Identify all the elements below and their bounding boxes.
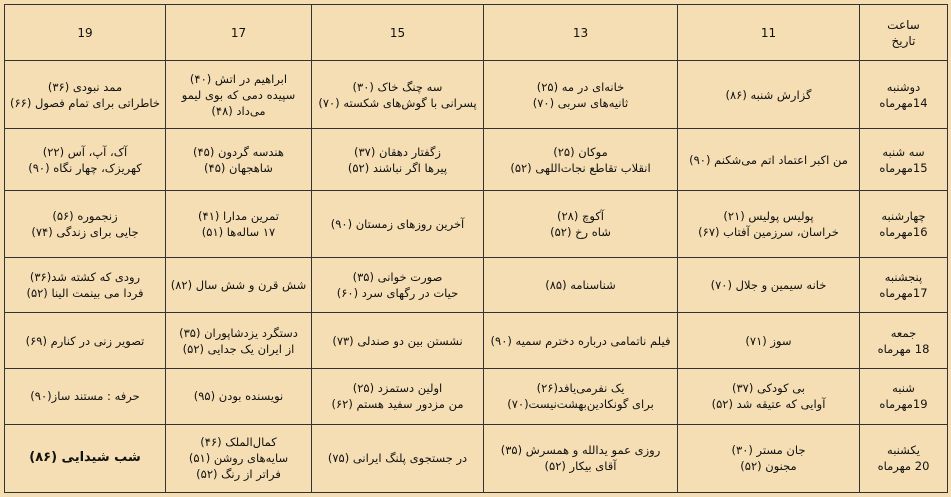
film-entry: شب شیدایی (۸۶) bbox=[29, 450, 141, 466]
day-cell bbox=[860, 191, 948, 257]
film-entry: جان مستر (۳۰) bbox=[731, 443, 806, 458]
day-row bbox=[5, 257, 948, 313]
day-date: 18 مهرماه bbox=[877, 341, 930, 356]
film-entry: سوز (۷۱) bbox=[745, 333, 792, 348]
film-entry: زگفتار دهقان (۳۷) bbox=[354, 144, 441, 159]
day-date: 19مهرماه bbox=[879, 397, 928, 412]
film-entry: می‌داد (۴۸) bbox=[211, 103, 266, 118]
time-header-19: 19 bbox=[5, 5, 166, 61]
schedule-cell-13 bbox=[484, 424, 678, 492]
film-entry: بی کودکی (۳۷) bbox=[731, 381, 806, 396]
film-entry: یک نفرمی‌یافد(۲۶) bbox=[536, 381, 625, 396]
day-cell bbox=[860, 368, 948, 424]
day-name: سه شنبه bbox=[882, 144, 925, 159]
day-name: پنجشنبه bbox=[884, 270, 923, 285]
schedule-cell-19 bbox=[5, 368, 166, 424]
day-date: 15مهرماه bbox=[879, 160, 928, 175]
film-entry: روزی عمو یدالله و همسرش (۳۵) bbox=[500, 443, 661, 458]
film-entry: من مزدور سفید هستم (۶۲) bbox=[331, 397, 464, 412]
schedule-cell-17 bbox=[166, 424, 312, 492]
film-entry: شناسنامه (۸۵) bbox=[545, 278, 616, 293]
schedule-cell-17 bbox=[166, 61, 312, 129]
film-entry: زنجموره (۵۶) bbox=[52, 209, 118, 224]
film-entry: رودی که کشته شد(۳۶) bbox=[29, 270, 141, 285]
time-header-15: 15 bbox=[312, 5, 484, 61]
film-entry: فردا می بینمت الینا (۵۲) bbox=[26, 286, 144, 301]
schedule-cell-19 bbox=[5, 313, 166, 369]
time-header-17: 17 bbox=[166, 5, 312, 61]
schedule-cell-19 bbox=[5, 424, 166, 492]
film-entry: آکوچ (۲۸) bbox=[556, 209, 605, 224]
day-cell bbox=[860, 257, 948, 313]
schedule-table bbox=[4, 4, 948, 493]
film-entry: صورت خوانی (۳۵) bbox=[352, 270, 443, 285]
film-entry: جایی برای زندگی (۷۴) bbox=[31, 225, 139, 240]
film-entry: فراتر از رنگ (۵۲) bbox=[196, 467, 281, 482]
film-entry: حرفه : مستند ساز(۹۰) bbox=[30, 389, 140, 404]
film-entry: تصویر زنی در کنارم (۶۹) bbox=[25, 333, 145, 348]
day-row bbox=[5, 424, 948, 492]
film-entry: ۱۷ ساله‌ها (۵۱) bbox=[201, 225, 276, 240]
schedule-cell-13 bbox=[484, 191, 678, 257]
schedule-cell-17 bbox=[166, 257, 312, 313]
schedule-cell-13 bbox=[484, 368, 678, 424]
day-date: 20 مهرماه bbox=[877, 459, 930, 474]
schedule-cell-11 bbox=[678, 191, 860, 257]
schedule-cell-13 bbox=[484, 61, 678, 129]
film-entry: خانه سیمین و جلال (۷۰) bbox=[710, 278, 827, 293]
time-header-13: 13 bbox=[484, 5, 678, 61]
time-header-11: 11 bbox=[678, 5, 860, 61]
day-row bbox=[5, 129, 948, 191]
film-entry: از ایران یک جدایی (۵۲) bbox=[182, 341, 295, 356]
day-row bbox=[5, 191, 948, 257]
schedule-cell-15 bbox=[312, 424, 484, 492]
day-name: چهارشنبه bbox=[881, 209, 926, 224]
film-entry: من اکبر اعتماد اتم می‌شکنم (۹۰) bbox=[689, 152, 848, 167]
day-cell bbox=[860, 61, 948, 129]
schedule-cell-11 bbox=[678, 368, 860, 424]
schedule-cell-15 bbox=[312, 191, 484, 257]
schedule-cell-13 bbox=[484, 313, 678, 369]
film-entry: ثانیه‌های سربی (۷۰) bbox=[532, 95, 629, 110]
film-entry: تمرین مدارا (۴۱) bbox=[198, 209, 279, 224]
film-entry: پولیس پولیس (۲۱) bbox=[723, 209, 814, 224]
film-entry: هندسه گردون (۴۵) bbox=[193, 144, 284, 159]
day-date: 16مهرماه bbox=[879, 225, 928, 240]
schedule-cell-11 bbox=[678, 61, 860, 129]
day-cell bbox=[860, 313, 948, 369]
schedule-cell-19 bbox=[5, 129, 166, 191]
day-name: دوشنبه bbox=[886, 79, 921, 94]
film-entry: نشستن بین دو صندلی (۷۳) bbox=[332, 333, 463, 348]
film-entry: سایه‌های روشن (۵۱) bbox=[188, 451, 289, 466]
day-row bbox=[5, 313, 948, 369]
schedule-body bbox=[5, 61, 948, 493]
schedule-cell-17 bbox=[166, 191, 312, 257]
film-entry: پسرانی با گوش‌های شکسته (۷۰) bbox=[318, 95, 477, 110]
corner-time-label: ساعت bbox=[887, 17, 920, 32]
corner-date-label: تاریخ bbox=[891, 33, 916, 48]
day-row bbox=[5, 61, 948, 129]
schedule-cell-11 bbox=[678, 424, 860, 492]
corner-header-cell bbox=[860, 5, 948, 61]
film-entry: ممد نبودی (۳۶) bbox=[47, 79, 123, 94]
film-entry: کهریزک، چهار نگاه (۹۰) bbox=[28, 160, 142, 175]
film-entry: آخرین روزهای زمستان (۹۰) bbox=[330, 217, 465, 232]
film-entry: دستگرد یزدشاپوران (۳۵) bbox=[179, 325, 298, 340]
film-entry: نویسنده بودن (۹۵) bbox=[193, 389, 284, 404]
schedule-cell-19 bbox=[5, 191, 166, 257]
schedule-cell-11 bbox=[678, 313, 860, 369]
schedule-cell-19 bbox=[5, 61, 166, 129]
schedule-cell-15 bbox=[312, 129, 484, 191]
schedule-cell-13 bbox=[484, 129, 678, 191]
schedule-cell-17 bbox=[166, 129, 312, 191]
film-entry: برای گونکادین‌بهشت‌نیست(۷۰) bbox=[507, 397, 654, 412]
film-entry: شاهجهان (۴۵) bbox=[204, 160, 273, 175]
film-entry: موکان (۲۵) bbox=[553, 144, 608, 159]
film-entry: سپیده دمی که بوی لیمو bbox=[181, 87, 296, 102]
film-entry: حیات در رگهای سرد (۶۰) bbox=[336, 286, 459, 301]
day-cell bbox=[860, 129, 948, 191]
day-name: جمعه bbox=[890, 325, 917, 340]
film-entry: گزارش شنبه (۸۶) bbox=[725, 87, 812, 102]
day-date: 17مهرماه bbox=[879, 286, 928, 301]
schedule-cell-11 bbox=[678, 129, 860, 191]
schedule-cell-19 bbox=[5, 257, 166, 313]
schedule-cell-15 bbox=[312, 257, 484, 313]
film-entry: آوایی که عتیقه شد (۵۲) bbox=[711, 397, 826, 412]
film-entry: در جستجوی پلنگ ایرانی (۷۵) bbox=[327, 451, 468, 466]
film-entry: آقای بیکار (۵۲) bbox=[544, 459, 617, 474]
film-entry: پیرها اگر نباشند (۵۲) bbox=[347, 160, 448, 175]
film-entry: اولین دستمزد (۲۵) bbox=[352, 381, 443, 396]
day-date: 14مهرماه bbox=[879, 95, 928, 110]
header-row bbox=[5, 5, 948, 61]
film-entry: ابراهیم در اتش (۴۰) bbox=[189, 71, 288, 86]
schedule-cell-15 bbox=[312, 368, 484, 424]
film-entry: آک، آپ، آس (۲۲) bbox=[42, 144, 128, 159]
schedule-cell-17 bbox=[166, 368, 312, 424]
schedule-cell-17 bbox=[166, 313, 312, 369]
day-cell bbox=[860, 424, 948, 492]
film-entry: کمال‌الملک (۴۶) bbox=[200, 435, 277, 450]
film-entry: شش قرن و شش سال (۸۲) bbox=[170, 278, 307, 293]
film-entry: خراسان، سرزمین آفتاب (۶۷) bbox=[698, 225, 839, 240]
film-entry: شاه رخ (۵۲) bbox=[550, 225, 611, 240]
film-entry: خانه‌ای در مه (۲۵) bbox=[536, 79, 625, 94]
day-name: یکشنبه bbox=[887, 443, 920, 458]
film-entry: خاطراتی برای تمام فصول (۶۶) bbox=[9, 95, 161, 110]
film-entry: سه چنگ خاک (۳۰) bbox=[352, 79, 443, 94]
film-entry: مجنون (۵۲) bbox=[740, 459, 797, 474]
schedule-cell-11 bbox=[678, 257, 860, 313]
film-entry: انقلاب تقاطع نجات‌اللهی (۵۲) bbox=[510, 160, 651, 175]
day-row bbox=[5, 368, 948, 424]
day-name: شنبه bbox=[892, 381, 915, 396]
schedule-cell-15 bbox=[312, 313, 484, 369]
film-entry: فیلم ناتمامی درباره دخترم سمیه (۹۰) bbox=[490, 333, 671, 348]
schedule-cell-15 bbox=[312, 61, 484, 129]
schedule-cell-13 bbox=[484, 257, 678, 313]
